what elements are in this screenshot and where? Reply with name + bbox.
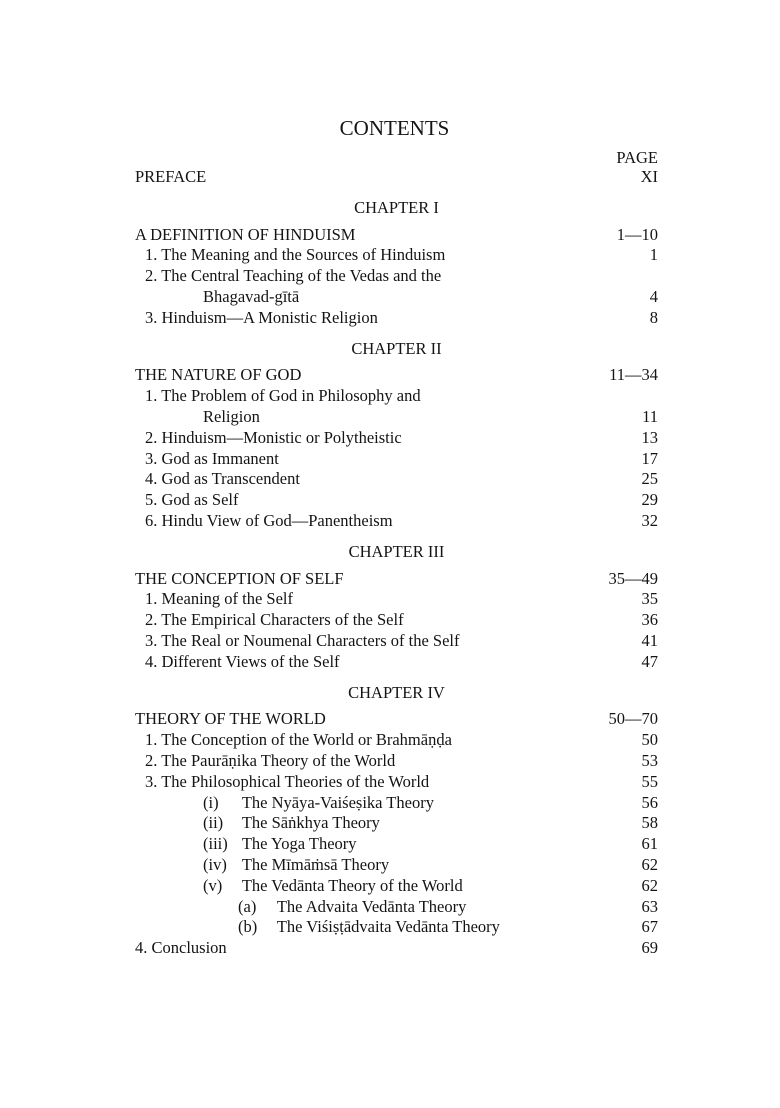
entry-title: God as Self — [161, 490, 239, 510]
entry-title: THE CONCEPTION OF SELF — [135, 568, 344, 588]
entry-number: 1. — [145, 730, 158, 750]
toc-entry — [135, 652, 658, 673]
entry-title: Hinduism—A Monistic Religion — [161, 307, 378, 327]
entry-title: The Advaita Vedānta Theory — [276, 896, 467, 916]
entry-title: THE NATURE OF GOD — [135, 365, 302, 385]
entry-page: 35—49 — [608, 568, 658, 588]
toc-entry — [135, 709, 658, 730]
entry-page: 1—10 — [616, 224, 658, 244]
entry-label — [238, 897, 466, 918]
entry-page: 50 — [641, 730, 658, 750]
entry-label — [145, 511, 393, 532]
entry-label — [203, 793, 434, 814]
entry-label — [145, 751, 395, 772]
entry-number: 1. — [145, 245, 158, 265]
toc-entry — [135, 631, 658, 652]
entry-title: The Real or Noumenal Characters of the Self — [161, 630, 460, 650]
entry-page: 36 — [641, 610, 658, 630]
toc-entry — [135, 834, 658, 855]
entry-label — [203, 834, 357, 855]
entry-label — [145, 490, 239, 511]
toc-entry — [135, 569, 658, 590]
toc-entry — [135, 610, 658, 631]
entry-number: 2. — [145, 750, 158, 770]
toc-entry — [135, 751, 658, 772]
page-title: CONTENTS — [339, 116, 450, 140]
toc-entry — [135, 308, 658, 329]
entry-page: 56 — [641, 792, 658, 812]
entry-title: A DEFINITION OF HINDUISM — [135, 224, 356, 244]
entry-number: 1. — [145, 386, 158, 406]
entry-title: The Viśiṣṭādvaita Vedānta Theory — [276, 917, 500, 937]
toc-entry — [135, 730, 658, 751]
entry-title: THEORY OF THE WORLD — [135, 709, 326, 729]
entry-title: PREFACE — [135, 167, 207, 186]
toc-entry — [135, 813, 658, 834]
entry-title: The Empirical Characters of the Self — [161, 610, 404, 630]
entry-page: 55 — [641, 771, 658, 791]
toc-entry — [135, 917, 658, 938]
entry-number: 6. — [145, 510, 158, 530]
entry-title: God as Transcendent — [161, 469, 300, 489]
entry-page: 35 — [641, 589, 658, 609]
chapters — [135, 198, 658, 959]
entry-page: 13 — [641, 427, 658, 447]
entry-number: (b) — [238, 917, 258, 937]
entry-label — [135, 938, 227, 959]
entry-number: 3. — [145, 307, 158, 327]
entry-number: (v) — [203, 875, 223, 895]
entry-title: Different Views of the Self — [161, 651, 340, 671]
toc-entry — [135, 245, 658, 266]
entry-title: The Sāṅkhya Theory — [241, 813, 380, 833]
entry-title: The Mīmāṁsā Theory — [241, 854, 390, 874]
entry-page: 11 — [642, 406, 658, 426]
entry-title: Hindu View of God—Panentheism — [161, 510, 393, 530]
entry-number: (a) — [238, 896, 257, 916]
entry-label — [203, 855, 389, 876]
entry-page: 53 — [641, 750, 658, 770]
entry-page: 50—70 — [608, 709, 658, 729]
entry-title: The Central Teaching of the Vedas and the — [161, 266, 442, 286]
toc-entry — [135, 266, 658, 287]
toc-entry — [135, 793, 658, 814]
entry-number: 2. — [145, 266, 158, 286]
toc-entry — [135, 365, 658, 386]
entry-page: 58 — [641, 813, 658, 833]
entry-title: Bhagavad-gītā — [203, 286, 300, 306]
entry-title: The Conception of the World or Brahmāṇḍa — [161, 730, 452, 750]
entry-number: 3. — [145, 771, 158, 791]
entry-page: 69 — [641, 938, 658, 958]
entry-number: 2. — [145, 610, 158, 630]
toc-entry — [135, 449, 658, 470]
entry-page: 47 — [641, 651, 658, 671]
entry-label — [145, 266, 441, 287]
entry-label — [145, 730, 452, 751]
entry-page: 4 — [649, 286, 658, 306]
entry-page: 62 — [641, 854, 658, 874]
entry-label — [145, 245, 445, 266]
toc-entry — [135, 287, 658, 308]
entry-label — [145, 772, 429, 793]
entry-label — [145, 428, 402, 449]
entry-label — [145, 449, 279, 470]
toc-entry-preface — [135, 167, 658, 188]
entry-title: The Nyāya-Vaiśeṣika Theory — [241, 792, 434, 812]
entry-title: The Vedānta Theory of the World — [241, 875, 463, 895]
entry-number: 4. — [145, 651, 158, 671]
toc-entry — [135, 855, 658, 876]
table-of-contents — [135, 114, 658, 959]
entry-page: XI — [640, 167, 658, 186]
entry-label — [145, 589, 293, 610]
toc-entry — [135, 772, 658, 793]
entry-page: 41 — [641, 630, 658, 650]
entry-number: 5. — [145, 490, 158, 510]
entry-title: The Paurāṇika Theory of the World — [161, 750, 396, 770]
entry-label — [203, 876, 463, 897]
chapter-heading: CHAPTER IV — [348, 682, 445, 702]
entry-page: 25 — [641, 469, 658, 489]
entry-label — [135, 569, 344, 590]
toc-entry — [135, 386, 658, 407]
entry-page: 17 — [641, 448, 658, 468]
entry-label — [203, 813, 380, 834]
entry-page: 67 — [641, 917, 658, 937]
toc-entry — [135, 589, 658, 610]
entry-number: (i) — [203, 792, 219, 812]
entry-page: 29 — [641, 490, 658, 510]
entry-number: 1. — [145, 589, 158, 609]
entry-page: 11—34 — [609, 365, 658, 385]
entry-title: Hinduism—Monistic or Polytheistic — [161, 427, 402, 447]
toc-entry — [135, 428, 658, 449]
entry-number: (ii) — [203, 813, 224, 833]
toc-entry — [135, 938, 658, 959]
entry-label — [145, 610, 404, 631]
toc-entry — [135, 511, 658, 532]
toc-entry — [135, 469, 658, 490]
chapter-heading: CHAPTER I — [354, 197, 439, 217]
entry-title: God as Immanent — [161, 448, 279, 468]
entry-page: 8 — [649, 307, 658, 327]
entry-label — [145, 469, 300, 490]
entry-number: (iv) — [203, 854, 227, 874]
entry-title: Conclusion — [151, 938, 227, 958]
toc-entry — [135, 897, 658, 918]
toc-entry — [135, 490, 658, 511]
toc-entry — [135, 876, 658, 897]
toc-entry — [135, 225, 658, 246]
entry-page: 62 — [641, 875, 658, 895]
chapter-heading: CHAPTER II — [351, 338, 442, 358]
entry-number: (iii) — [203, 834, 228, 854]
entry-page: 63 — [641, 896, 658, 916]
entry-label — [145, 308, 378, 329]
entry-page: 61 — [641, 834, 658, 854]
entry-title: Religion — [203, 406, 260, 426]
entry-number: 2. — [145, 427, 158, 447]
entry-title: The Philosophical Theories of the World — [161, 771, 430, 791]
entry-number: 3. — [145, 448, 158, 468]
entry-label — [135, 365, 301, 386]
entry-label — [135, 225, 355, 246]
entry-number: 3. — [145, 630, 158, 650]
entry-title: Meaning of the Self — [161, 589, 294, 609]
page-column-header: PAGE — [616, 148, 658, 167]
entry-label — [203, 287, 299, 308]
entry-title: The Yoga Theory — [241, 834, 357, 854]
entry-number: 4. — [135, 938, 148, 958]
entry-label — [135, 709, 326, 730]
chapter-heading: CHAPTER III — [348, 541, 445, 561]
entry-label — [145, 631, 459, 652]
entry-label — [145, 652, 340, 673]
entry-title: The Problem of God in Philosophy and — [161, 386, 421, 406]
entry-label — [203, 407, 260, 428]
entry-page: 1 — [649, 245, 658, 265]
entry-title: The Meaning and the Sources of Hinduism — [161, 245, 446, 265]
entry-label — [145, 386, 421, 407]
toc-entry — [135, 407, 658, 428]
entry-label — [238, 917, 500, 938]
entry-page: 32 — [641, 510, 658, 530]
entry-number: 4. — [145, 469, 158, 489]
